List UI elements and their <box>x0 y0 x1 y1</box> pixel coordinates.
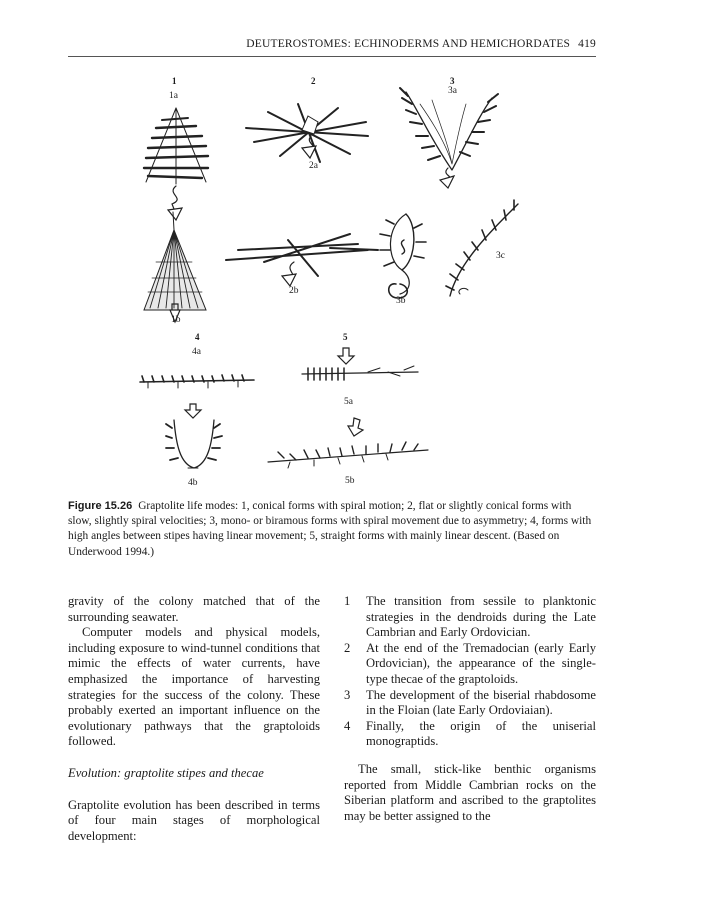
figure-15-26 <box>68 64 596 494</box>
label-3b: 3b <box>396 296 406 306</box>
arrow-5b <box>348 418 363 436</box>
left-column <box>68 594 320 844</box>
left-paragraph-3: Graptolite evolution has been described in terms of four main stages of morphological development: <box>68 797 320 843</box>
list-item-number: 1 <box>344 594 351 608</box>
list-item-number: 2 <box>344 640 351 655</box>
list-item <box>344 641 596 688</box>
list-item <box>344 719 596 750</box>
arrow-2b <box>282 262 296 286</box>
label-2: 2 <box>311 76 316 86</box>
label-2a: 2a <box>309 161 318 171</box>
page-number: 419 <box>578 38 596 50</box>
running-title: DEUTEROSTOMES: ECHINODERMS AND HEMICHORDATES <box>246 38 571 50</box>
label-5: 5 <box>343 332 348 342</box>
running-head <box>68 38 596 50</box>
list-item-text: The development of the biserial rhabdosome in the Floian (late Early Ordoviaian). <box>366 687 596 718</box>
label-1b: 1b <box>171 315 181 325</box>
left-paragraph-2: Computer models and physical models, including exposure to wind-tunnel conditions that mimic the effects of water currents, have emphasized the importance of harvesting strategies for the success of the colony. These probably exerted an important influence on the evolutionary pathways that the graptoloids followed. <box>68 625 320 749</box>
arrow-3a <box>440 168 454 188</box>
header-rule <box>68 56 596 57</box>
graptolite-3c <box>446 200 518 296</box>
list-item <box>344 688 596 719</box>
graptolite-4a <box>140 375 254 388</box>
list-item-text: Finally, the origin of the uniserial monograptids. <box>366 718 596 749</box>
graptolite-3a <box>400 88 498 170</box>
label-3: 3 <box>450 76 455 86</box>
graptolite-4b <box>166 420 222 468</box>
label-1: 1 <box>172 76 177 86</box>
graptolite-illustration <box>68 64 596 494</box>
graptolite-1b <box>144 212 206 310</box>
label-5a: 5a <box>344 397 353 407</box>
label-4b: 4b <box>188 478 198 488</box>
right-paragraph-1: The small, stick-like benthic organisms reported from Middle Cambrian rocks on the Siberian platform and ascribed to the graptolites may be better assigned to the <box>344 761 596 823</box>
label-3a: 3a <box>448 86 457 96</box>
list-item-text: At the end of the Tremadocian (early Early Ordovician), the appearance of the single-type thecae of the graptoloids. <box>366 640 596 686</box>
label-1a: 1a <box>169 91 178 101</box>
graptolite-5b <box>268 442 428 468</box>
label-4a: 4a <box>192 347 201 357</box>
left-paragraph-1: gravity of the colony matched that of the surrounding seawater. <box>68 594 320 624</box>
label-5b: 5b <box>345 476 355 486</box>
label-3c: 3c <box>496 251 505 261</box>
list-item-number: 4 <box>344 718 351 733</box>
caption-text: Graptolite life modes: 1, conical forms with spiral motion; 2, flat or slightly conical forms with slow, slightly spiral velocities; 3, mono- or biramous forms with spiral movement due to asymmetry; 4, forms with high angles between stipes having linear movement; 5, straight forms with mainly linear descent. (Based on Underwood 1994.) <box>68 500 592 558</box>
list-item-text: The transition from sessile to planktonic strategies in the dendroids during the Late Cambrian and Early Ordovician. <box>366 594 596 640</box>
arrow-1a <box>168 186 182 220</box>
development-stages-list <box>344 594 596 750</box>
list-item <box>344 594 596 641</box>
list-item-number: 3 <box>344 687 351 702</box>
arrow-4a <box>185 404 201 418</box>
section-subheading: Evolution: graptolite stipes and thecae <box>68 765 264 780</box>
graptolite-3b <box>380 214 426 298</box>
graptolite-1a <box>144 108 208 184</box>
figure-caption <box>68 499 596 560</box>
graptolite-2b <box>226 234 378 276</box>
caption-label: Figure 15.26 <box>68 500 133 512</box>
arrow-2a <box>302 136 316 158</box>
label-4: 4 <box>195 332 200 342</box>
graptolite-5a <box>302 366 418 380</box>
arrow-5a <box>338 348 354 364</box>
right-column <box>344 594 596 824</box>
label-2b: 2b <box>289 286 299 296</box>
